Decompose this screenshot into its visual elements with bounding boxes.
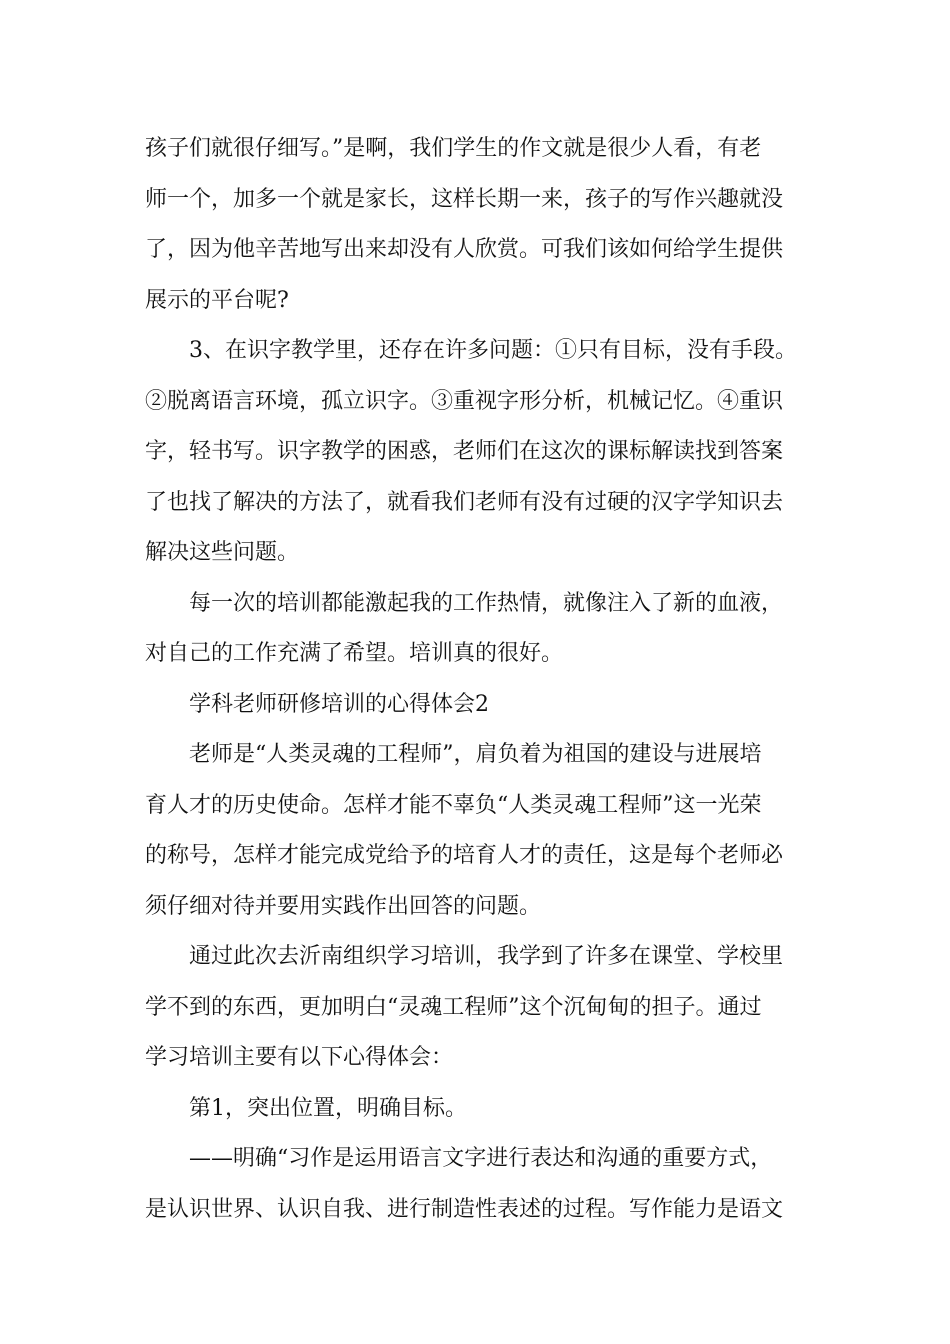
text-line: 对自己的工作充满了希望。培训真的很好。 xyxy=(145,641,564,666)
section-heading: 学科老师研修培训的心得体会2 xyxy=(189,691,489,717)
text-line: 展示的平台呢? xyxy=(145,287,289,313)
text-line: 学习培训主要有以下心得体会： xyxy=(145,1045,454,1070)
text-line: 了，因为他辛苦地写出来却没有人欣赏。可我们该如何给学生提供 xyxy=(145,237,784,262)
text-line: 须仔细对待并要用实践作出回答的问题。 xyxy=(145,893,542,919)
text-line: 字，轻书写。识字教学的困惑，老师们在这次的课标解读找到答案 xyxy=(145,439,784,464)
text-line: 孩子们就很仔细写。”是啊，我们学生的作文就是很少人看，有老 xyxy=(145,136,762,161)
text-line: 的称号，怎样才能完成党给予的培育人才的责任，这是每个老师必 xyxy=(145,843,784,868)
paragraph-start-line: ——明确“习作是运用语言文字进行表达和沟通的重要方式， xyxy=(189,1146,773,1171)
text-line: 解决这些问题。 xyxy=(145,540,300,565)
text-line: 育人才的历史使命。怎样才能不辜负“人类灵魂工程师”这一光荣 xyxy=(145,792,762,818)
paragraph-start-line: 每一次的培训都能激起我的工作热情，就像注入了新的血液， xyxy=(189,590,784,616)
text-line: 师一个，加多一个就是家长，这样长期一来，孩子的写作兴趣就没 xyxy=(145,186,784,212)
document-page xyxy=(145,124,805,1235)
text-line: 是认识世界、认识自我、进行制造性表述的过程。写作能力是语文 xyxy=(145,1196,784,1222)
text-line: 了也找了解决的方法了，就看我们老师有没有过硬的汉字学知识去 xyxy=(145,489,784,515)
paragraph-start-line: 3、在识字教学里，还存在许多问题：①只有目标，没有手段。 xyxy=(189,338,797,363)
paragraph-start-line: 第1，突出位置，明确目标。 xyxy=(189,1095,467,1121)
text-line: 学不到的东西，更加明白“灵魂工程师”这个沉甸甸的担子。通过 xyxy=(145,994,762,1020)
paragraph-start-line: 老师是“人类灵魂的工程师”，肩负着为祖国的建设与进展培 xyxy=(189,742,762,767)
paragraph-start-line: 通过此次去沂南组织学习培训，我学到了许多在课堂、学校里 xyxy=(189,944,784,969)
text-line: ②脱离语言环境，孤立识字。③重视字形分析，机械记忆。④重识 xyxy=(145,388,784,414)
